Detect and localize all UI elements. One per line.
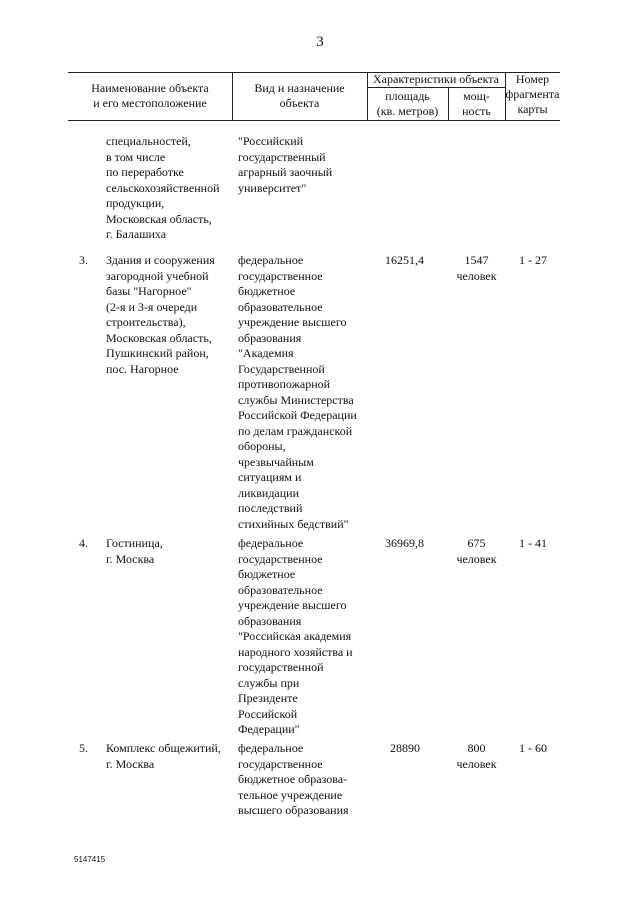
header-name: Наименование объекта и его местоположение <box>91 81 209 110</box>
header-type: Вид и назначение объекта <box>254 81 345 110</box>
row-name: специальностей, в том числе по переработке сельскохозяйственной продукции, Московская область, г. Балашиха <box>106 134 220 241</box>
row-type: "Российский государственный аграрный заочный университет" <box>238 134 333 195</box>
row-fragment: 1 - 27 <box>519 253 547 267</box>
row-area: 36969,8 <box>385 536 424 550</box>
header-fragment: Номер фрагмента карты <box>505 72 560 116</box>
row-name: Комплекс общежитий, г. Москва <box>106 741 221 771</box>
row-number: 5. <box>79 741 88 755</box>
row-fragment: 1 - 41 <box>519 536 547 550</box>
footer-code: 5147415 <box>74 855 106 864</box>
header-power: мощ- ность <box>462 89 491 118</box>
page-number: 3 <box>316 34 324 50</box>
row-area: 28890 <box>390 741 420 755</box>
row-name: Здания и сооружения загородной учебной базы "Нагорное" (2-я и 3-я очереди строительства), Московская область, Пушкинский район, пос. Нагорное <box>106 253 215 376</box>
row-number: 4. <box>79 536 88 550</box>
row-area: 16251,4 <box>385 253 424 267</box>
header-area: площадь (кв. метров) <box>376 89 439 118</box>
row-fragment: 1 - 60 <box>519 741 547 755</box>
header-subline <box>367 87 505 88</box>
row-power: 675 человек <box>456 536 497 566</box>
row-type: федеральное государственное бюджетное образовательное учреждение высшего образования "Российская академия народного хозяйства и государственной службы при Президенте Российской Федерации" <box>238 536 353 736</box>
row-type: федеральное государственное бюджетное образова- тельное учреждение высшего образования <box>238 741 349 817</box>
header-characteristics: Характеристики объекта <box>373 72 499 86</box>
row-power: 800 человек <box>456 741 497 771</box>
row-type: федеральное государственное бюджетное образовательное учреждение высшего образования "Академия Государственной противопожарной службы Министерства Российской Федерации по делам гражданской обороны, чрезвычайным ситуациям и ликвидации последствий стихийных бедствий" <box>238 253 357 531</box>
row-name: Гостиница, г. Москва <box>106 536 163 566</box>
row-number: 3. <box>79 253 88 267</box>
row-power: 1547 человек <box>456 253 497 283</box>
